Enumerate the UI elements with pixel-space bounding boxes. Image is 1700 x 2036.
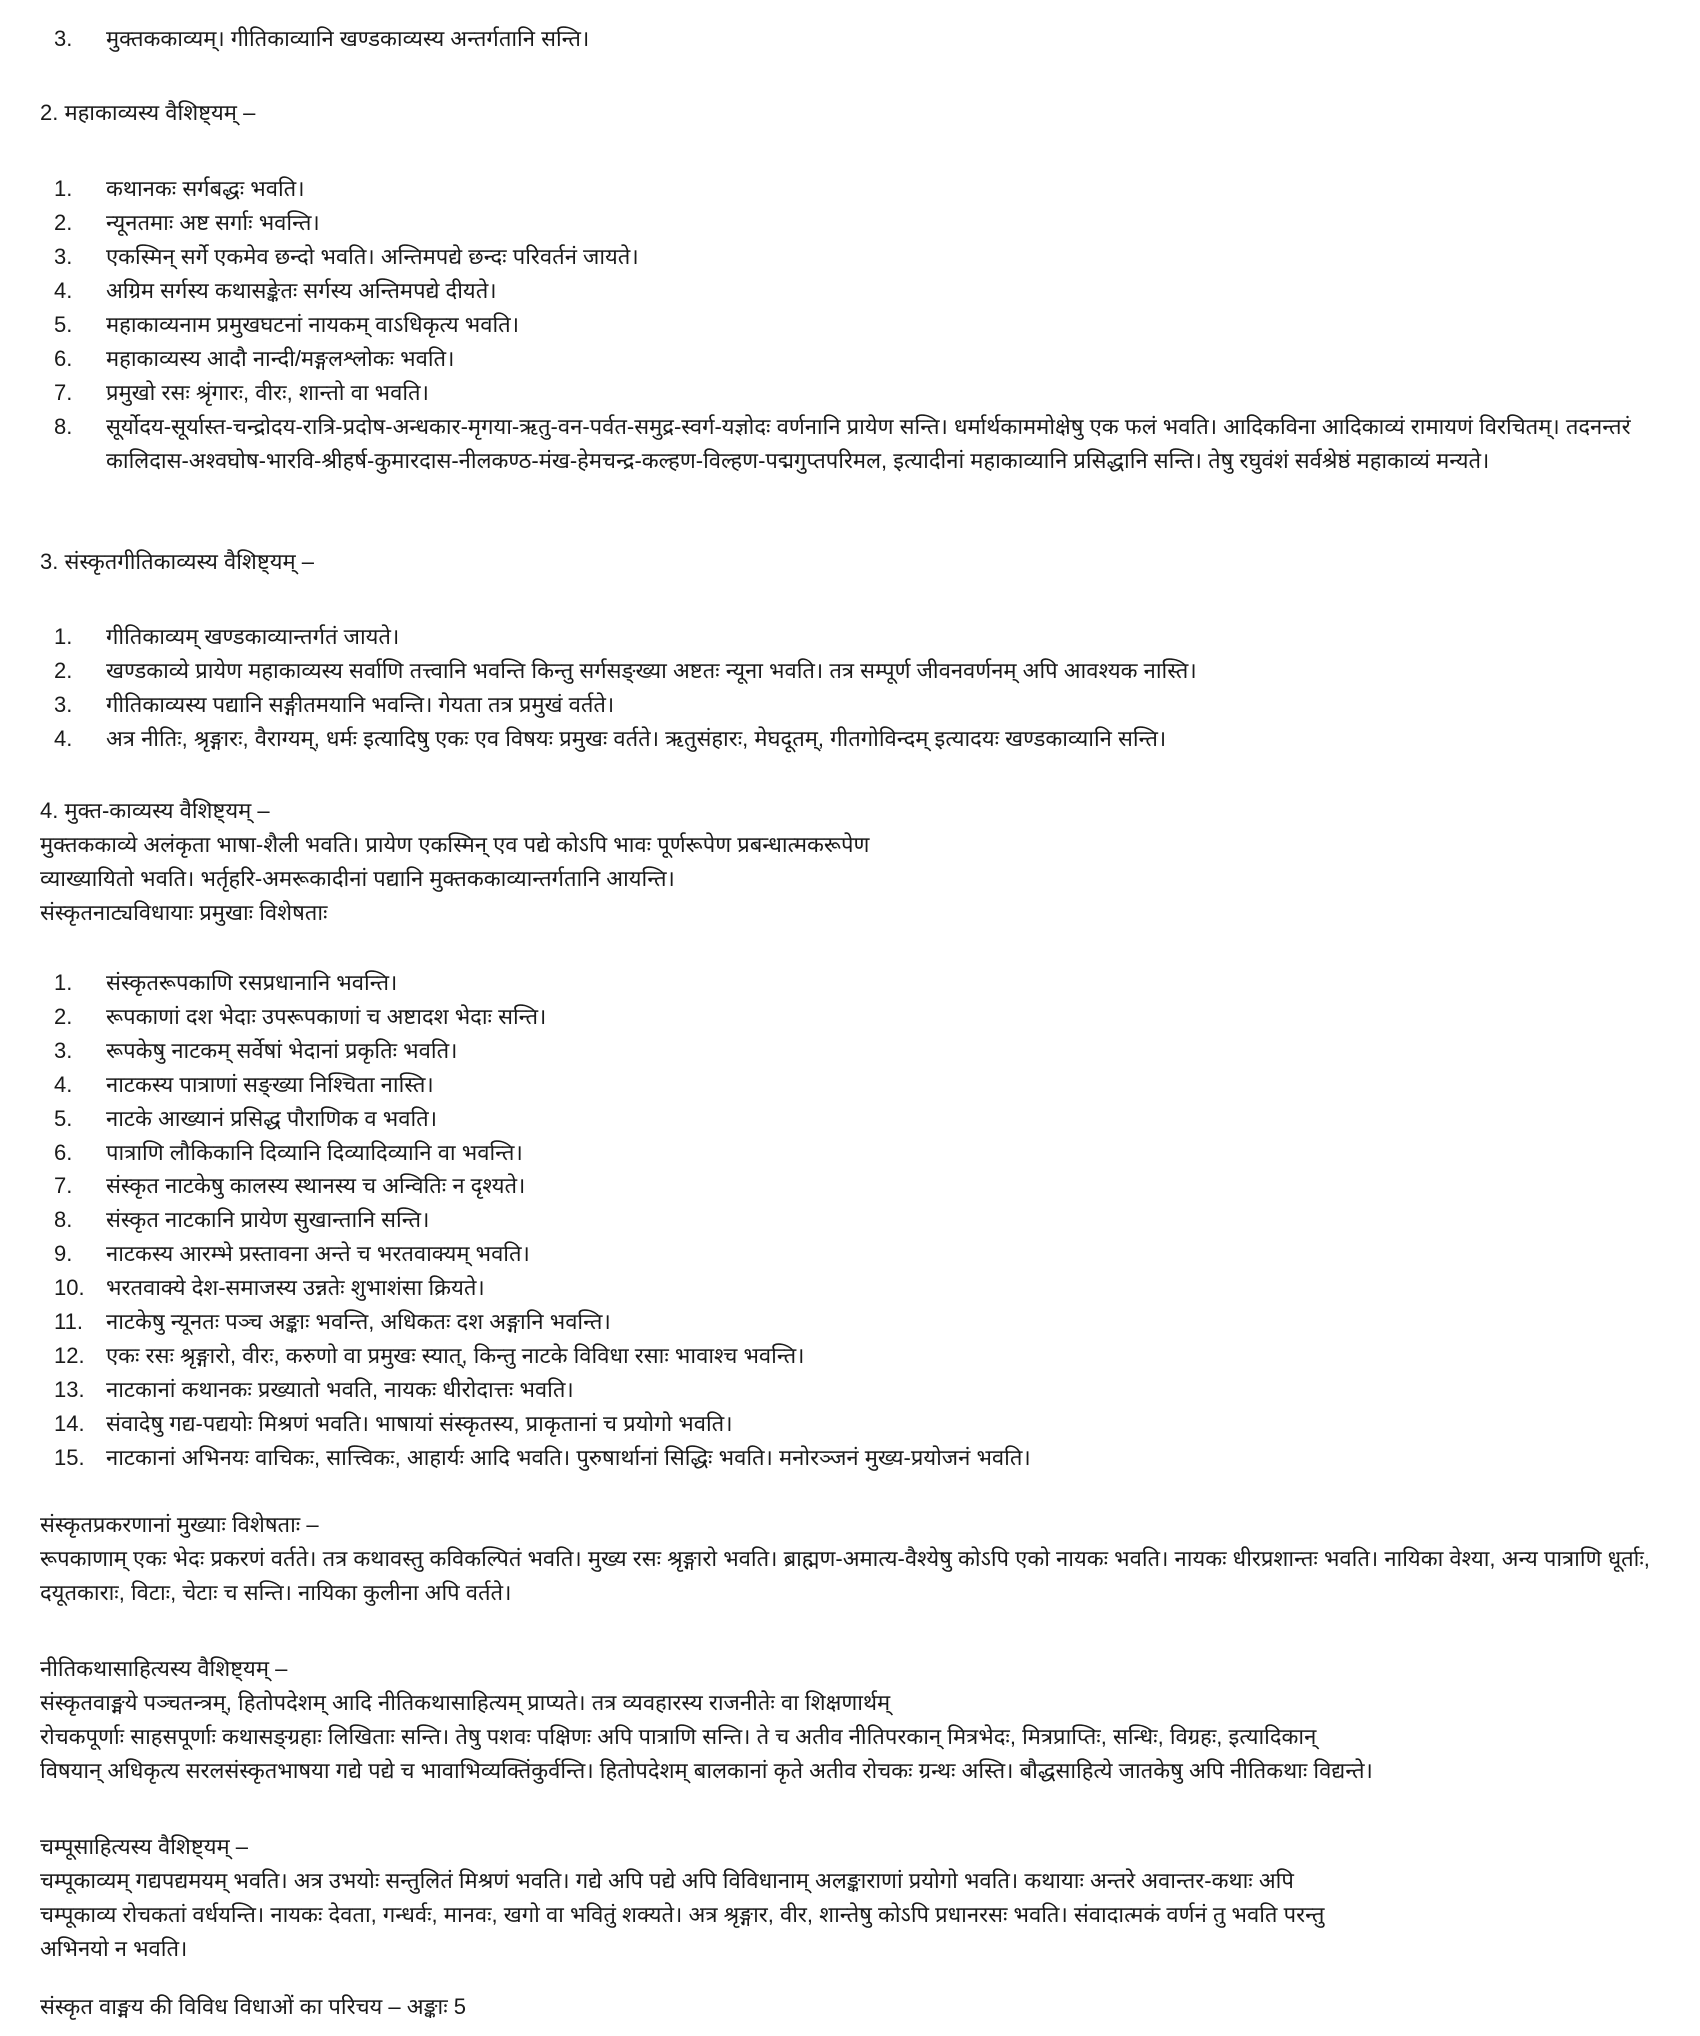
list-number: 3.: [54, 692, 73, 717]
nitikatha-line: संस्कृतवाङ्मये पञ्चतन्त्रम्, हितोपदेशम् आदि नीतिकथासाहित्यम् प्राप्यते। तत्र व्यवहारस्य राजनीतेः वा शिक्षणार्थम्: [40, 1690, 891, 1715]
list-item: [40, 342, 1670, 376]
list-text: नाटकेषु न्यूनतः पञ्च अङ्काः भवन्ति, अधिकतः दश अङ्गानि भवन्ति।: [106, 1309, 611, 1335]
list-item: [40, 1441, 1680, 1475]
list-item: [40, 1136, 1680, 1170]
natya-subheading: संस्कृतनाट्यविधायाः प्रमुखाः विशेषताः: [40, 900, 328, 925]
list-text: एकः रसः श्रृङ्गारो, वीरः, करुणो वा प्रमुखः स्यात्, किन्तु नाटके विविधा रसाः भावाश्च भवन्ति।: [106, 1342, 805, 1368]
list-number: 6.: [54, 346, 73, 371]
section-heading-prakarana: संस्कृतप्रकरणानां मुख्याः विशेषताः –: [40, 1512, 319, 1537]
list-text: मुक्तककाव्यम्। गीतिकाव्यानि खण्डकाव्यस्य अन्तर्गतानि सन्ति।: [106, 26, 590, 51]
list-number: 9.: [54, 1241, 73, 1267]
list-number: 10.: [54, 1275, 85, 1301]
list-item: [40, 1373, 1680, 1407]
list-number: 7.: [54, 1173, 73, 1199]
list-number: 5.: [54, 312, 73, 337]
list-item: [40, 22, 1680, 56]
list-number: 3.: [54, 26, 73, 51]
mahakavya-list: [40, 172, 1670, 478]
list-text: महाकाव्यस्य आदौ नान्दी/मङ्गलश्लोकः भवति।: [106, 346, 455, 371]
list-text: सूर्योदय-सूर्यास्त-चन्द्रोदय-रात्रि-प्रदोष-अन्धकार-मृगया-ऋतु-वन-पर्वत-समुद्र-स्वर्ग-यज्ञोदः वर्णनानि प्रायेण सन्ति। धर्मार्थकाममोक्षेषु एक फलं भवति। आदिकविना आदिकाव्यं रामायणं विरचितम्। तदनन्तरं कालिदास-अश्वघोष-भारवि-श्रीहर्ष-कुमारदास-नीलकण्ठ-मंख-हेमचन्द्र-कल्हण-विल्हण-पद्मगुप्तपरिमल, इत्यादीनां महाकाव्यानि प्रसिद्धानि सन्ति। तेषु रघुवंशं सर्वश्रेष्ठं महाकाव्यं मन्यते।: [106, 414, 1631, 473]
list-item: [40, 1271, 1680, 1305]
section-heading-champu: चम्पूसाहित्यस्य वैशिष्ट्यम् –: [40, 1834, 249, 1859]
list-number: 7.: [54, 380, 73, 405]
list-item: [40, 1203, 1680, 1237]
list-item: [40, 688, 1680, 722]
list-item: [40, 308, 1670, 342]
list-text: न्यूनतमाः अष्ट सर्गाः भवन्ति।: [106, 210, 320, 235]
list-item: [40, 274, 1670, 308]
list-number: 13.: [54, 1376, 85, 1402]
list-text: नाटकानां अभिनयः वाचिकः, सात्त्विकः, आहार्यः आदि भवति। पुरुषार्थानां सिद्धिः भवति। मनोरञ्जनं मुख्य-प्रयोजनं भवति।: [106, 1444, 1031, 1470]
list-text: गीतिकाव्यस्य पद्यानि सङ्गीतमयानि भवन्ति। गेयता तत्र प्रमुखं वर्तते।: [106, 692, 615, 717]
list-number: 1.: [54, 970, 73, 995]
champu-line: चम्पूकाव्यम् गद्यपद्यमयम् भवति। अत्र उभयोः सन्तुलितं मिश्रणं भवति। गद्ये अपि पद्ये अपि विविधानाम् अलङ्काराणां प्रयोगो भवति। कथायाः अन्तरे अवान्तर-कथाः अपि: [40, 1868, 1294, 1893]
muktakavya-line: मुक्तककाव्ये अलंकृता भाषा-शैली भवति। प्रायेण एकस्मिन् एव पद्ये कोऽपि भावः पूर्णरूपेण प्रबन्धात्मकरूपेण: [40, 832, 870, 857]
list-item: [40, 1034, 1680, 1068]
list-item: [40, 654, 1680, 688]
list-text: संस्कृत नाटकानि प्रायेण सुखान्तानि सन्ति।: [106, 1207, 430, 1233]
chapter-footer: संस्कृत वाङ्मय की विविध विधाओं का परिचय – अङ्काः 5: [40, 1994, 466, 2019]
list-text: प्रमुखो रसः श्रृंगारः, वीरः, शान्तो वा भवति।: [106, 380, 429, 405]
list-item: [40, 1339, 1680, 1373]
nitikatha-line: रोचकपूर्णाः साहसपूर्णाः कथासङ्ग्रहाः लिखिताः सन्ति। तेषु पशवः पक्षिणः अपि पात्राणि सन्ति। ते च अतीव नीतिपरकान् मित्रभेदः, मित्रप्राप्तिः, सन्धिः, विग्रहः, इत्यादिकान्: [40, 1724, 1317, 1749]
list-item: [40, 1000, 1680, 1034]
list-text: नाटकानां कथानकः प्रख्यातो भवति, नायकः धीरोदात्तः भवति।: [106, 1376, 574, 1402]
section-heading-muktakavya: 4. मुक्त-काव्यस्य वैशिष्ट्यम् –: [40, 798, 270, 823]
list-number: 2.: [54, 210, 73, 235]
list-item: [40, 620, 1680, 654]
list-number: 1.: [54, 176, 73, 201]
list-text: गीतिकाव्यम् खण्डकाव्यान्तर्गतं जायते।: [106, 624, 400, 649]
list-text: अत्र नीतिः, श्रृङ्गारः, वैराग्यम्, धर्मः इत्यादिषु एकः एव विषयः प्रमुखः वर्तते। ऋतुसंहारः, मेघदूतम्, गीतगोविन्दम् इत्यादयः खण्डकाव्यानि सन्ति।: [106, 726, 1167, 751]
intro-list: [40, 22, 1680, 56]
list-text: संस्कृतरूपकाणि रसप्रधानानि भवन्ति।: [106, 970, 398, 995]
list-text: संस्कृत नाटकेषु कालस्य स्थानस्य च अन्वितिः न दृश्यते।: [106, 1173, 526, 1199]
list-item: [40, 1169, 1680, 1203]
list-text: महाकाव्यनाम प्रमुखघटनां नायकम् वाऽधिकृत्य भवति।: [106, 312, 520, 337]
list-text: अग्रिम सर्गस्य कथासङ्केतः सर्गस्य अन्तिमपद्ये दीयते।: [106, 278, 497, 303]
prakarana-paragraph: रूपकाणाम् एकः भेदः प्रकरणं वर्तते। तत्र कथावस्तु कविकल्पितं भवति। मुख्य रसः श्रृङ्गारो भवति। ब्राह्मण-अमात्य-वैश्येषु कोऽपि एको नायकः भवति। नायकः धीरप्रशान्तः भवति। नायिका वेश्या, अन्य पात्राणि धूर्ताः, दयूतकाराः, विटाः, चेटाः च सन्ति। नायिका कुलीना अपि वर्तते।: [40, 1546, 1650, 1605]
list-number: 2.: [54, 1003, 73, 1029]
list-item: [40, 1407, 1680, 1441]
list-number: 8.: [54, 1207, 73, 1233]
list-item: [40, 1237, 1680, 1271]
list-item: [40, 376, 1670, 410]
list-text: नाटके आख्यानं प्रसिद्ध पौराणिक व भवति।: [106, 1105, 438, 1131]
list-number: 5.: [54, 1105, 73, 1131]
list-text: भरतवाक्ये देश-समाजस्य उन्नतेः शुभाशंसा क्रियते।: [106, 1275, 485, 1301]
list-item: [40, 410, 1670, 478]
section-heading-gitikavya: 3. संस्कृतगीतिकाव्यस्य वैशिष्ट्यम् –: [40, 549, 314, 574]
list-number: 11.: [54, 1309, 83, 1335]
list-number: 3.: [54, 1037, 73, 1063]
list-number: 1.: [54, 624, 73, 649]
list-number: 8.: [54, 414, 73, 439]
list-number: 4.: [54, 1071, 73, 1097]
section-heading-mahakavya: 2. महाकाव्यस्य वैशिष्ट्यम् –: [40, 100, 256, 125]
list-text: रूपकेषु नाटकम् सर्वेषां भेदानां प्रकृतिः भवति।: [106, 1037, 458, 1063]
list-item: [40, 1068, 1680, 1102]
list-text: रूपकाणां दश भेदाः उपरूपकाणां च अष्टादश भेदाः सन्ति।: [106, 1003, 547, 1029]
list-number: 2.: [54, 658, 73, 683]
list-text: खण्डकाव्ये प्रायेण महाकाव्यस्य सर्वाणि तत्त्वानि भवन्ति किन्तु सर्गसङ्ख्या अष्टतः न्यूना भवति। तत्र सम्पूर्ण जीवनवर्णनम् अपि आवश्यक नास्ति।: [106, 658, 1197, 683]
list-item: [40, 172, 1670, 206]
list-item: [40, 1102, 1680, 1136]
muktakavya-line: व्याख्यायितो भवति। भर्तृहरि-अमरूकादीनां पद्यानि मुक्तककाव्यान्तर्गतानि आयन्ति।: [40, 866, 675, 891]
list-number: 15.: [54, 1444, 85, 1470]
gitikavya-list: [40, 620, 1680, 756]
list-text: एकस्मिन् सर्गे एकमेव छन्दो भवति। अन्तिमपद्ये छन्दः परिवर्तनं जायते।: [106, 244, 639, 269]
list-item: [40, 966, 1680, 1000]
list-item: [40, 240, 1670, 274]
section-heading-nitikatha: नीतिकथासाहित्यस्य वैशिष्ट्यम् –: [40, 1656, 288, 1681]
list-number: 6.: [54, 1139, 73, 1165]
list-number: 4.: [54, 278, 73, 303]
champu-line: अभिनयो न भवति।: [40, 1936, 188, 1961]
natya-list: [40, 966, 1680, 1475]
champu-line: चम्पूकाव्य रोचकतां वर्धयन्ति। नायकः देवता, गन्धर्वः, मानवः, खगो वा भवितुं शक्यते। अत्र श्रृङ्गार, वीर, शान्तेषु कोऽपि प्रधानरसः भवति। संवादात्मकं वर्णनं तु भवति परन्तु: [40, 1902, 1325, 1927]
list-item: [40, 722, 1680, 756]
list-text: कथानकः सर्गबद्धः भवति।: [106, 176, 305, 201]
list-text: पात्राणि लौकिकानि दिव्यानि दिव्यादिव्यानि वा भवन्ति।: [106, 1139, 523, 1165]
list-number: 12.: [54, 1342, 85, 1368]
list-item: [40, 206, 1670, 240]
list-text: नाटकस्य पात्राणां सङ्ख्या निश्चिता नास्ति।: [106, 1071, 434, 1097]
list-text: नाटकस्य आरम्भे प्रस्तावना अन्ते च भरतवाक्यम् भवति।: [106, 1241, 530, 1267]
list-item: [40, 1305, 1680, 1339]
list-number: 14.: [54, 1410, 85, 1436]
list-number: 4.: [54, 726, 73, 751]
list-number: 3.: [54, 244, 73, 269]
list-text: संवादेषु गद्य-पद्ययोः मिश्रणं भवति। भाषायां संस्कृतस्य, प्राकृतानां च प्रयोगो भवति।: [106, 1410, 733, 1436]
nitikatha-line: विषयान् अधिकृत्य सरलसंस्कृतभाषया गद्ये पद्ये च भावाभिव्यक्तिंकुर्वन्ति। हितोपदेशम् बालकानां कृते अतीव रोचकः ग्रन्थः अस्ति। बौद्धसाहित्ये जातकेषु अपि नीतिकथाः विद्यन्ते।: [40, 1758, 1373, 1783]
